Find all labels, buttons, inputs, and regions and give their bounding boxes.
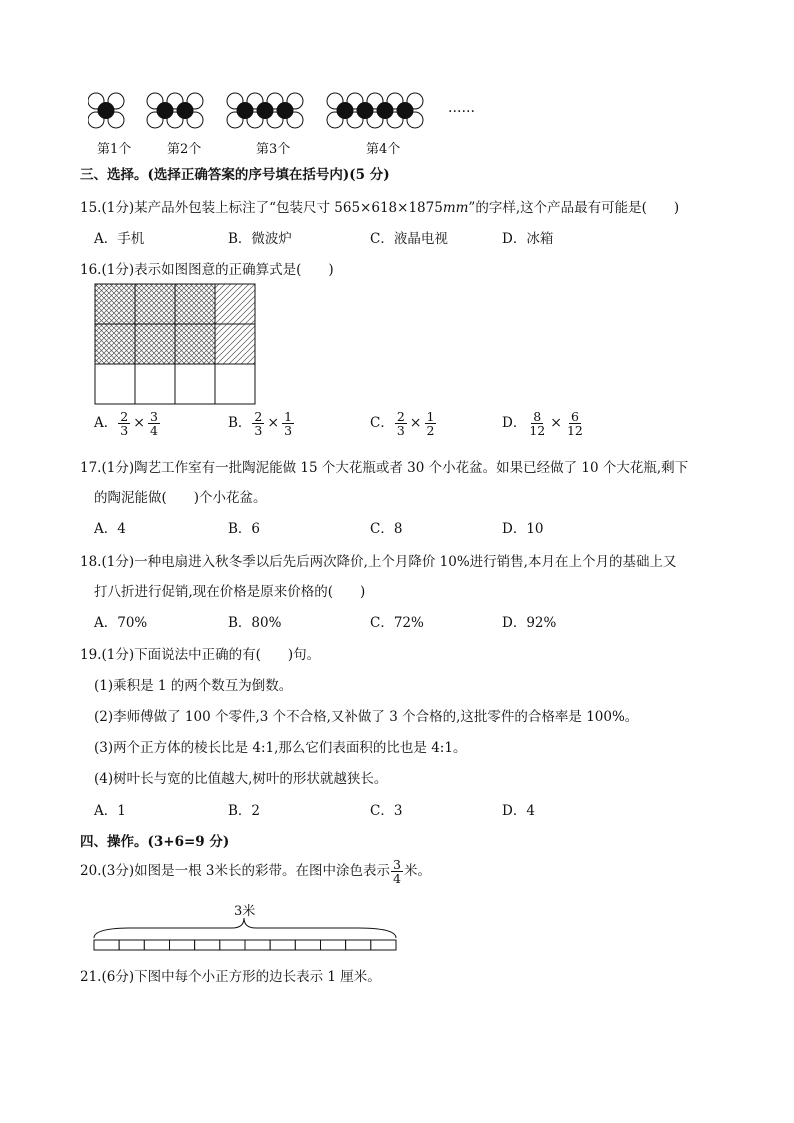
- ribbon-segment[interactable]: [371, 940, 396, 950]
- fraction-denominator: 12: [566, 423, 583, 438]
- question-18-line-2: 打八折进行促销,现在价格是原来价格的( ): [94, 584, 366, 600]
- q19-statement-3: (3)两个正方体的棱长比是 4:1,那么它们表面积的比也是 4:1。: [94, 740, 467, 756]
- fraction-numerator: 2: [396, 409, 405, 424]
- pattern-ellipsis: ……: [448, 100, 475, 116]
- q18-option-c[interactable]: C．72%: [370, 615, 424, 631]
- ribbon-segment[interactable]: [170, 940, 195, 950]
- multiply-sign: ×: [267, 415, 280, 431]
- grid-cell-cross-hatched: [95, 324, 135, 364]
- q18-option-a[interactable]: A．70%: [94, 615, 148, 631]
- q17-option-d[interactable]: D．10: [502, 521, 544, 537]
- question-15: [80, 196, 679, 216]
- q20-fraction-denominator: 4: [392, 871, 401, 886]
- black-bead: [377, 103, 393, 119]
- q19-statement-4: (4)树叶长与宽的比值越大,树叶的形状就越狭长。: [94, 771, 388, 787]
- ribbon-segment[interactable]: [94, 940, 119, 950]
- fraction-denominator: 2: [426, 423, 435, 438]
- grid-cell-cross-hatched: [135, 324, 175, 364]
- fraction-numerator: 2: [120, 409, 129, 424]
- q15-text-end: ”的字样,这个产品最有可能是( ): [468, 200, 680, 216]
- question-18-line-1: 18.(1分)一种电扇进入秋冬季以后先后两次降价,上个月降价 10%进行销售,本月在上个月的基础上又: [80, 554, 677, 570]
- fraction-numerator: 1: [284, 409, 293, 424]
- black-bead: [177, 103, 193, 119]
- bead-pattern-figure: [88, 92, 448, 132]
- grid-cell-cross-hatched: [175, 324, 215, 364]
- ribbon-segment[interactable]: [346, 940, 371, 950]
- fraction-numerator: 1: [426, 409, 435, 424]
- section-3-title: 三、选择。: [80, 167, 148, 183]
- q19-option-d[interactable]: D．4: [502, 803, 535, 819]
- q15-option-d[interactable]: D．冰箱: [502, 231, 554, 247]
- ribbon-length-label: 3米: [234, 904, 256, 919]
- black-bead: [357, 103, 373, 119]
- ribbon-segment[interactable]: [220, 940, 245, 950]
- multiply-sign: ×: [550, 415, 562, 431]
- fraction-denominator: 3: [120, 423, 129, 438]
- q15-option-c[interactable]: C．液晶电视: [370, 231, 448, 247]
- fraction-numerator: 2: [254, 409, 263, 424]
- ribbon-segment[interactable]: [321, 940, 346, 950]
- black-bead: [257, 103, 273, 119]
- option-letter: A．: [94, 415, 118, 431]
- fraction-right: [425, 410, 437, 437]
- q19-statement-2: (2)李师傅做了 100 个零件,3 个不合格,又补做了 3 个合格的,这批零件的合格率是 100%。: [94, 709, 639, 725]
- q16-option-a[interactable]: [94, 410, 161, 437]
- pattern-group-1: [88, 93, 124, 128]
- q19-option-a[interactable]: A．1: [94, 803, 126, 819]
- q18-option-d[interactable]: D．92%: [502, 615, 557, 631]
- question-19: 19.(1分)下面说法中正确的有( )句。: [80, 647, 321, 663]
- ribbon-segment[interactable]: [295, 940, 320, 950]
- q15-unit: mm: [442, 200, 469, 216]
- section-3-heading: [80, 163, 390, 183]
- q15-option-a[interactable]: A．手机: [94, 231, 145, 247]
- fraction-numerator: 6: [570, 409, 579, 424]
- question-21: 21.(6分)下图中每个小正方形的边长表示 1 厘米。: [80, 969, 381, 985]
- q16-option-c[interactable]: [370, 410, 437, 437]
- black-bead: [337, 103, 353, 119]
- option-letter: B．: [228, 415, 252, 431]
- grid-cell-blank: [135, 364, 175, 404]
- fraction-right: [565, 410, 585, 437]
- q15-text: 15.(1分)某产品外包装上标注了“包装尺寸 565×618×1875: [80, 200, 443, 216]
- q18-option-b[interactable]: B．80%: [228, 615, 282, 631]
- ribbon-segment[interactable]: [270, 940, 295, 950]
- multiply-sign: ×: [133, 415, 145, 431]
- fraction-numerator: 8: [533, 409, 542, 424]
- option-letter: D．: [502, 415, 527, 431]
- q17-option-c[interactable]: C．8: [370, 521, 403, 537]
- grid-cell-blank: [95, 364, 135, 404]
- black-bead: [98, 103, 114, 119]
- q20-fraction-numerator: 3: [392, 857, 401, 872]
- fraction-left: [527, 410, 547, 437]
- pattern-label-3: 第3个: [256, 142, 291, 157]
- fraction-denominator: 3: [284, 423, 293, 438]
- fraction-denominator: 12: [529, 423, 546, 438]
- q16-option-d[interactable]: [502, 410, 586, 437]
- black-bead: [397, 103, 413, 119]
- fraction-denominator: 3: [254, 423, 263, 438]
- fraction-numerator: 3: [149, 409, 158, 424]
- grid-cell-line-hatched: [215, 324, 255, 364]
- black-bead: [237, 103, 253, 119]
- grid-cell-cross-hatched: [95, 284, 135, 324]
- multiply-sign: ×: [409, 415, 422, 431]
- q20-text-end: 米。: [403, 863, 431, 879]
- q17-option-b[interactable]: B．6: [228, 521, 261, 537]
- black-bead: [277, 103, 293, 119]
- question-20: [80, 858, 431, 885]
- ribbon-segment[interactable]: [144, 940, 169, 950]
- q20-fraction: [391, 858, 403, 885]
- question-17-line-2: 的陶泥能做( )个小花盆。: [94, 490, 267, 506]
- fraction-denominator: 3: [396, 423, 405, 438]
- q15-option-b[interactable]: B．微波炉: [228, 231, 292, 247]
- pattern-label-4: 第4个: [366, 142, 401, 157]
- fraction-right: [282, 410, 294, 437]
- q16-fraction-grid: [94, 283, 256, 405]
- ribbon-segment[interactable]: [195, 940, 220, 950]
- q19-statement-1: (1)乘积是 1 的两个数互为倒数。: [94, 678, 293, 694]
- q16-options: [94, 410, 614, 446]
- ribbon-brace: [94, 918, 396, 938]
- pattern-group-2: [147, 93, 203, 128]
- q19-option-c[interactable]: C．3: [370, 803, 403, 819]
- black-bead: [157, 103, 173, 119]
- fraction-denominator: 4: [149, 423, 158, 438]
- fraction-right: [148, 410, 160, 437]
- question-16: 16.(1分)表示如图图意的正确算式是( ): [80, 262, 334, 278]
- section-3-note: (选择正确答案的序号填在括号内)(5 分): [147, 167, 390, 183]
- q20-text: 20.(3分)如图是一根 3米长的彩带。在图中涂色表示: [80, 863, 390, 879]
- fraction-left: [252, 410, 264, 437]
- section-4-heading: 四、操作。(3+6=9 分): [80, 834, 230, 850]
- grid-cell-line-hatched: [215, 284, 255, 324]
- q16-option-b[interactable]: [228, 410, 295, 437]
- grid-cell-cross-hatched: [175, 284, 215, 324]
- pattern-label-2: 第2个: [167, 142, 202, 157]
- pattern-group-3: [227, 93, 303, 128]
- q19-option-b[interactable]: B．2: [228, 803, 261, 819]
- fraction-left: [395, 410, 407, 437]
- option-letter: C．: [370, 415, 394, 431]
- grid-cell-cross-hatched: [135, 284, 175, 324]
- q17-option-a[interactable]: A．4: [94, 521, 126, 537]
- ribbon-segment[interactable]: [245, 940, 270, 950]
- ribbon-figure[interactable]: [92, 914, 400, 954]
- ribbon-segment[interactable]: [119, 940, 144, 950]
- pattern-group-4: [327, 93, 423, 128]
- fraction-left: [118, 410, 130, 437]
- grid-cell-blank: [215, 364, 255, 404]
- pattern-label-1: 第1个: [97, 142, 132, 157]
- grid-cell-blank: [175, 364, 215, 404]
- question-17-line-1: 17.(1分)陶艺工作室有一批陶泥能做 15 个大花瓶或者 30 个小花盆。如果已经做了 10 个大花瓶,剩下: [80, 460, 689, 476]
